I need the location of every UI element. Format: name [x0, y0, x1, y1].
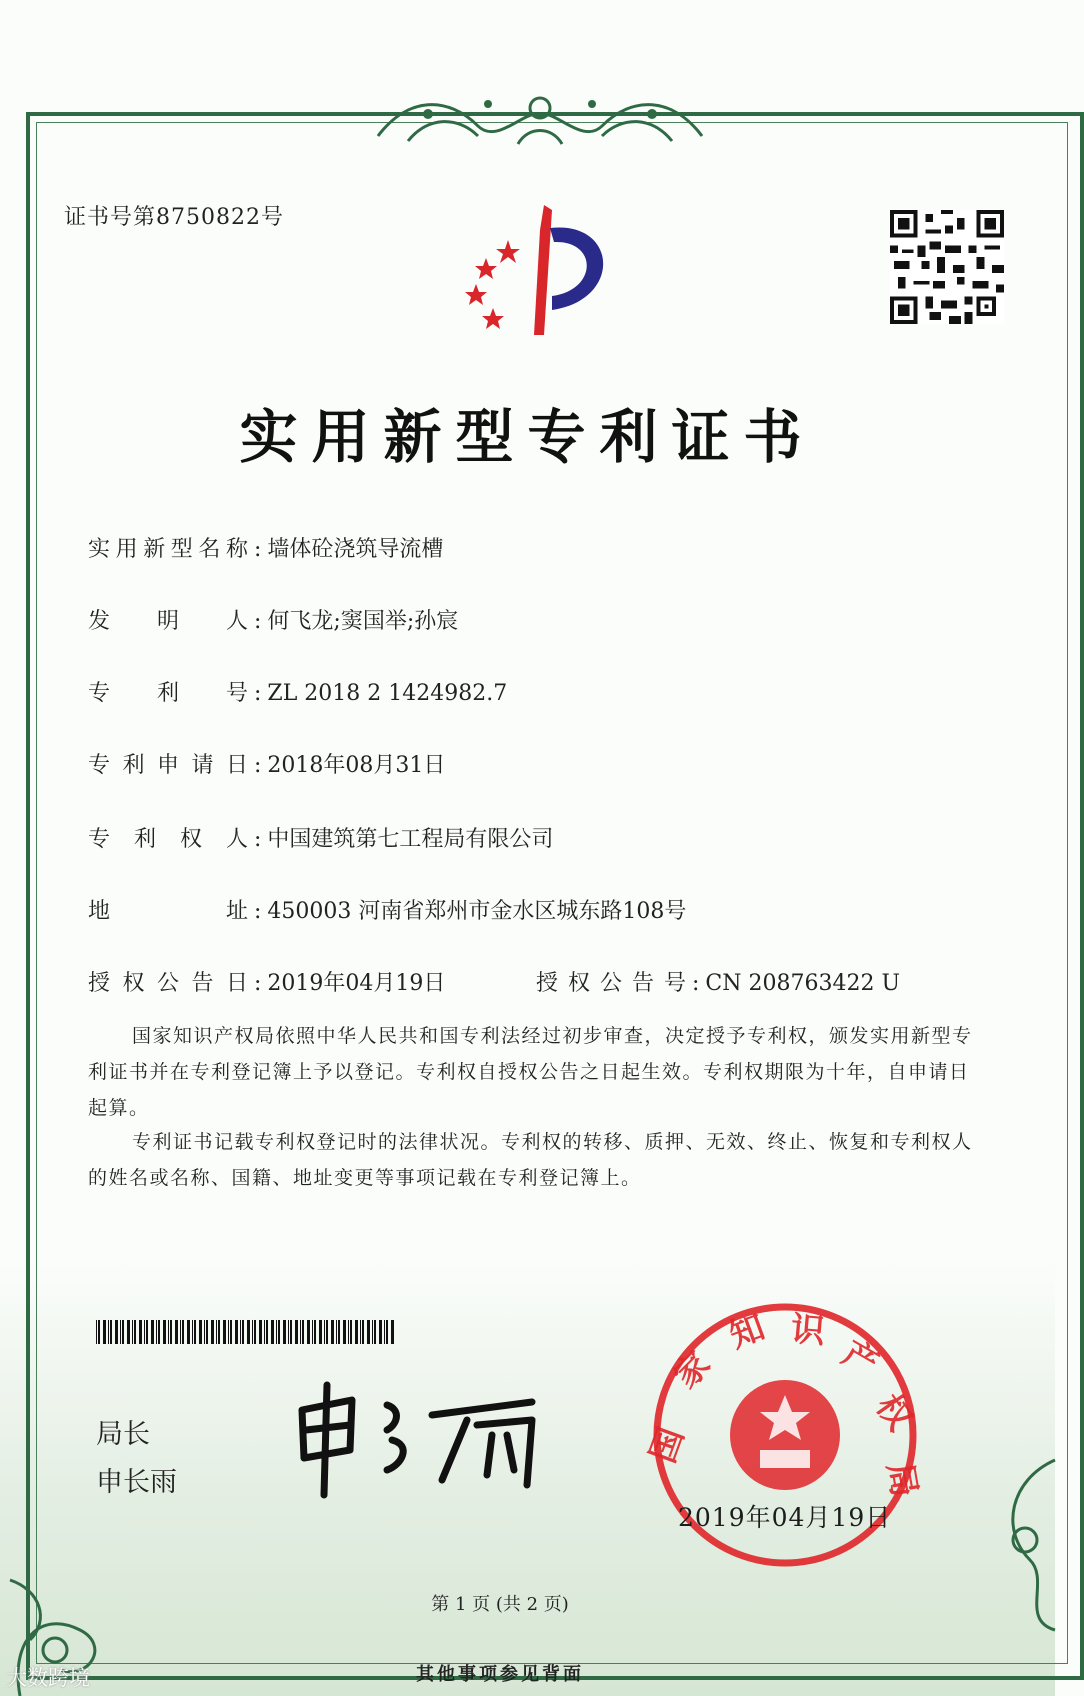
barcode-bar [372, 1320, 373, 1344]
field-utility-model-name: 实用新型名称 : 墙体砼浇筑导流槽 [88, 532, 443, 563]
field-patentee: 专利权人 : 中国建筑第七工程局有限公司 [88, 822, 553, 853]
field-value: ZL 2018 2 1424982.7 [267, 681, 508, 706]
barcode-bar [110, 1320, 112, 1344]
barcode-icon [96, 1320, 396, 1344]
barcode-bar [156, 1320, 157, 1344]
barcode-bar [242, 1320, 244, 1344]
barcode-bar [314, 1320, 316, 1344]
paragraph: 专利证书记载专利权登记时的法律状况。专利权的转移、质押、无效、终止、恢复和专利权人的姓名或名称、国籍、地址变更等事项记载在专利登记簿上。 [88, 1131, 973, 1189]
page-title: 实用新型专利证书 [239, 403, 816, 471]
barcode-bar [391, 1320, 394, 1344]
barcode-bar [96, 1320, 97, 1344]
field-inventors: 发明人 : 何飞龙;窦国举;孙宸 [88, 604, 458, 635]
barcode-bar [122, 1320, 124, 1344]
back-note: 其他事项参见背面 [416, 1664, 584, 1685]
top-ornament-icon [368, 86, 712, 152]
director-title: 局长 [96, 1419, 150, 1450]
barcode-bar [350, 1320, 352, 1344]
barcode-bar [199, 1320, 202, 1344]
barcode-bar [228, 1320, 229, 1344]
barcode-bar [151, 1320, 154, 1344]
field-value: 2019年04月19日 [267, 971, 446, 996]
barcode-bar [206, 1320, 208, 1344]
patent-office-logo-icon [448, 200, 638, 340]
field-value: 墙体砼浇筑导流槽 [267, 537, 444, 562]
barcode-bar [146, 1320, 148, 1344]
svg-text:家: 家 [666, 1344, 719, 1397]
barcode-bar [266, 1320, 268, 1344]
barcode-bar [235, 1320, 238, 1344]
field-grant-date: 授权公告日 : 2019年04月19日 [88, 966, 445, 997]
barcode-bar [367, 1320, 370, 1344]
barcode-bar [252, 1320, 253, 1344]
paragraph: 国家知识产权局依照中华人民共和国专利法经过初步审查，决定授予专利权，颁发实用新型专利证书并在专利登记簿上予以登记。专利权自授权公告之日起生效。专利权期限为十年，自申请日起算。 [88, 1025, 973, 1119]
svg-text:产: 产 [835, 1333, 885, 1385]
barcode-bar [158, 1320, 160, 1344]
barcode-bar [254, 1320, 256, 1344]
field-label: 授权公告日 [88, 971, 248, 996]
barcode-bar [103, 1320, 106, 1344]
field-label: 授权公告号 [536, 971, 686, 996]
barcode-bar [338, 1320, 340, 1344]
certificate-number: 证书号第8750822号 [64, 205, 284, 230]
barcode-bar [168, 1320, 169, 1344]
barcode-bar [362, 1320, 364, 1344]
field-application-date: 专利申请日 : 2018年08月31日 [88, 748, 445, 779]
barcode-bar [108, 1320, 109, 1344]
barcode-bar [120, 1320, 121, 1344]
field-grant-number: 授权公告号 : CN 208763422 U [536, 966, 900, 997]
barcode-bar [223, 1320, 226, 1344]
field-value: 何飞龙;窦国举;孙宸 [267, 609, 459, 634]
barcode-bar [187, 1320, 190, 1344]
barcode-bar [230, 1320, 232, 1344]
svg-text:国: 国 [642, 1422, 693, 1469]
director-name: 申长雨 [96, 1467, 177, 1498]
field-value: 450003 河南省郑州市金水区城东路108号 [267, 899, 687, 924]
signature-icon [292, 1380, 542, 1500]
field-label: 发明人 [88, 609, 248, 634]
barcode-bar [355, 1320, 358, 1344]
barcode-bar [144, 1320, 145, 1344]
barcode-bar [336, 1320, 337, 1344]
barcode-bar [163, 1320, 166, 1344]
barcode-bar [194, 1320, 196, 1344]
svg-text:知: 知 [724, 1307, 771, 1357]
svg-text:局: 局 [879, 1459, 925, 1501]
barcode-bar [348, 1320, 349, 1344]
barcode-bar [319, 1320, 322, 1344]
field-value: 中国建筑第七工程局有限公司 [267, 827, 554, 852]
barcode-bar [343, 1320, 346, 1344]
barcode-bar [374, 1320, 376, 1344]
barcode-bar [276, 1320, 277, 1344]
barcode-bar [170, 1320, 172, 1344]
barcode-bar [204, 1320, 205, 1344]
field-label: 专利权人 [88, 827, 248, 852]
barcode-bar [312, 1320, 313, 1344]
barcode-bar [331, 1320, 334, 1344]
barcode-bar [132, 1320, 133, 1344]
barcode-bar [283, 1320, 286, 1344]
barcode-bar [302, 1320, 304, 1344]
barcode-bar [278, 1320, 280, 1344]
page-number: 第 1 页 (共 2 页) [431, 1594, 569, 1615]
field-value: 2018年08月31日 [267, 753, 446, 778]
barcode-bar [134, 1320, 136, 1344]
field-value: CN 208763422 U [705, 971, 901, 996]
barcode-bar [127, 1320, 130, 1344]
svg-text:权: 权 [867, 1387, 920, 1439]
watermark: 大数跨境 [6, 1666, 90, 1690]
barcode-bar [218, 1320, 220, 1344]
barcode-bar [115, 1320, 118, 1344]
barcode-bar [271, 1320, 274, 1344]
field-label: 实用新型名称 [88, 537, 248, 562]
barcode-bar [175, 1320, 178, 1344]
qr-code-icon [890, 210, 1004, 324]
barcode-bar [182, 1320, 184, 1344]
field-label: 专利申请日 [88, 753, 248, 778]
seal-date: 2019年04月19日 [678, 1503, 892, 1532]
barcode-bar [180, 1320, 181, 1344]
barcode-bar [192, 1320, 193, 1344]
svg-text:识: 识 [789, 1309, 827, 1352]
barcode-bar [290, 1320, 292, 1344]
field-label: 地址 [88, 899, 248, 924]
field-address: 地址 : 450003 河南省郑州市金水区城东路108号 [88, 894, 686, 925]
barcode-bar [216, 1320, 217, 1344]
barcode-bar [264, 1320, 265, 1344]
barcode-bar [300, 1320, 301, 1344]
barcode-bar [324, 1320, 325, 1344]
barcode-bar [247, 1320, 250, 1344]
barcode-bar [360, 1320, 361, 1344]
barcode-bar [295, 1320, 298, 1344]
barcode-bar [384, 1320, 385, 1344]
barcode-bar [326, 1320, 328, 1344]
barcode-bar [240, 1320, 241, 1344]
barcode-bar [307, 1320, 310, 1344]
barcode-bar [139, 1320, 142, 1344]
barcode-bar [386, 1320, 388, 1344]
barcode-bar [259, 1320, 262, 1344]
barcode-bar [379, 1320, 382, 1344]
barcode-bar [288, 1320, 289, 1344]
barcode-bar [211, 1320, 214, 1344]
barcode-bar [98, 1320, 100, 1344]
field-label: 专利号 [88, 681, 248, 706]
field-patent-number: 专利号 : ZL 2018 2 1424982.7 [88, 676, 507, 707]
